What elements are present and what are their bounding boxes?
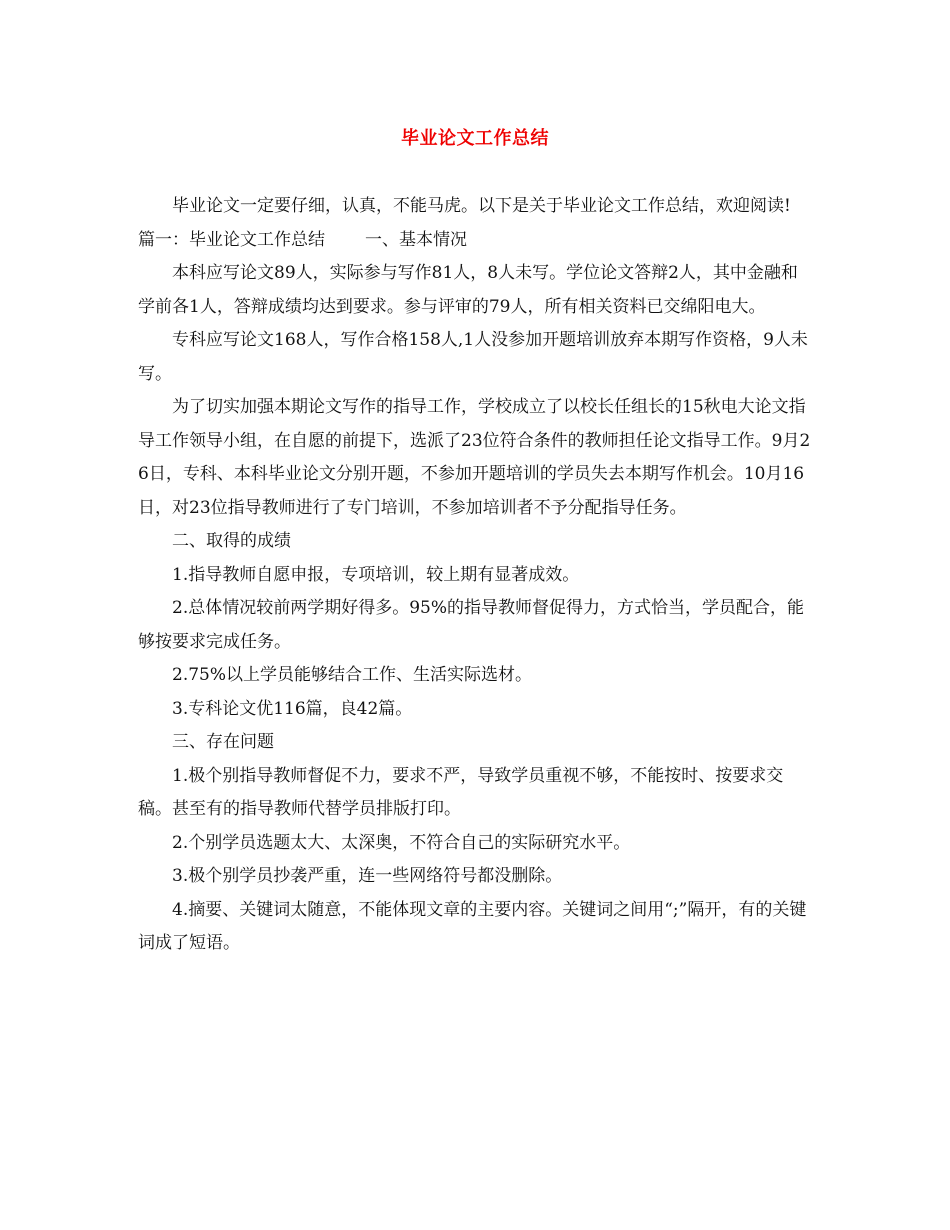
list-item: 4.摘要、关键词太随意，不能体现文章的主要内容。关键词之间用“;”隔开，有的关键词成了短语。 xyxy=(138,899,807,953)
document-title: 毕业论文工作总结 xyxy=(401,128,549,149)
paragraph-undergraduate: 本科应写论文89人，实际参与写作81人，8人未写。学位论文答辩2人，其中金融和学前各1人，答辩成绩均达到要求。参与评审的79人，所有相关资料已交绵阳电大。 xyxy=(138,263,798,317)
part-label: 篇一：毕业论文工作总结 xyxy=(138,229,325,250)
list-item: 2.个别学员选题太大、太深奥，不符合自己的实际研究水平。 xyxy=(172,832,631,853)
part-heading-line xyxy=(138,224,814,258)
section-heading-basic: 一、基本情况 xyxy=(365,229,467,250)
list-item: 2.总体情况较前两学期好得多。95%的指导教师督促得力，方式恰当，学员配合，能够按要求完成任务。 xyxy=(138,598,805,652)
paragraph-college: 专科应写论文168人，写作合格158人,1人没参加开题培训放弃本期写作资格，9人未写。 xyxy=(138,330,808,384)
list-item: 3.极个别学员抄袭严重，连一些网络符号都没删除。 xyxy=(172,866,563,886)
section-heading-problems: 三、存在问题 xyxy=(172,732,274,752)
list-item: 2.75%以上学员能够结合工作、生活实际选材。 xyxy=(172,665,533,685)
document-body xyxy=(138,190,814,961)
list-item: 1.指导教师自愿申报，专项培训，较上期有显著成效。 xyxy=(172,564,580,585)
paragraph-guidance: 为了切实加强本期论文写作的指导工作，学校成立了以校长任组长的15秋电大论文指导工作领导小组，在自愿的前提下，选派了23位符合条件的教师担任论文指导工作。9月26日，专科、本科毕业论文分别开题，不参加开题培训的学员失去本期写作机会。10月16日，对23位指导教师进行了专门培训，不参加培训者不予分配指导任务。 xyxy=(138,397,811,518)
intro-paragraph: 毕业论文一定要仔细，认真，不能马虎。以下是关于毕业论文工作总结，欢迎阅读! xyxy=(172,196,791,216)
list-item: 3.专科论文优116篇，良42篇。 xyxy=(172,698,413,719)
list-item: 1.极个别指导教师督促不力，要求不严，导致学员重视不够，不能按时、按要求交稿。甚至有的指导教师代替学员排版打印。 xyxy=(138,765,784,819)
section-heading-achievements: 二、取得的成绩 xyxy=(172,531,291,551)
